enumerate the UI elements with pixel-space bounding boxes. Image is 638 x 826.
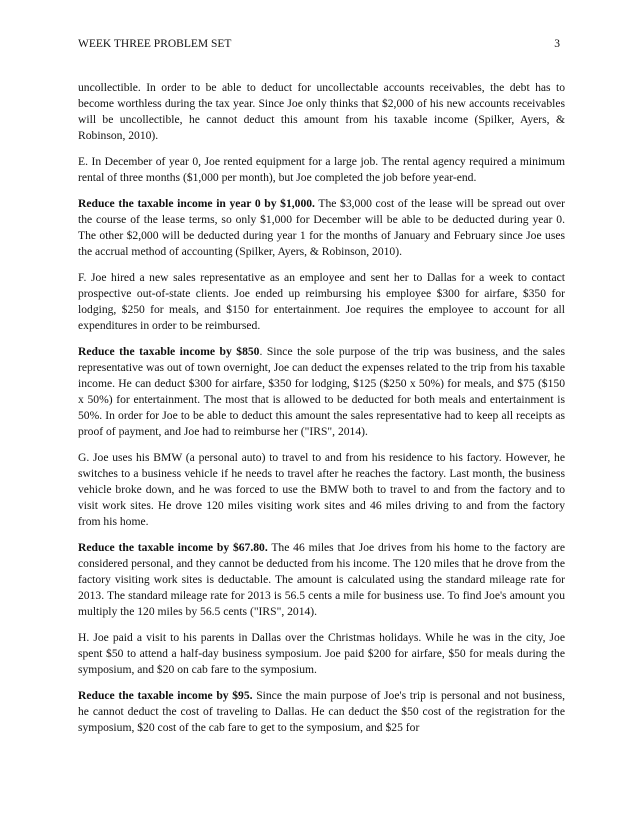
answer-lead: Reduce the taxable income by $67.80. <box>78 541 268 554</box>
paragraph-answer-e: Reduce the taxable income in year 0 by $1,000. The $3,000 cost of the lease will be spread out over the course of the lease terms, so only $1,000 for December will be able to be deducted during year 0. The other $2,000 will be deducted during year 1 for the months of January and February since Joe uses the accrual method of accounting (Spilker, Ayers, & Robinson, 2010). <box>78 197 565 258</box>
paragraph-item-e: E. In December of year 0, Joe rented equipment for a large job. The rental agency required a minimum rental of three months ($1,000 per month), but Joe completed the job before year-end. <box>78 155 565 184</box>
answer-lead: Reduce the taxable income by $850 <box>78 345 260 358</box>
page-number: 3 <box>554 38 560 50</box>
paragraph-continuation: uncollectible. In order to be able to deduct for uncollectable accounts receivables, the debt has to become worthless during the tax year. Since Joe only thinks that $2,000 of his new accounts receivables will be uncollectible, he cannot deduct this amount from his taxable income (Spilker, Ayers, & Robinson, 2010). <box>78 81 565 142</box>
paragraph-answer-h: Reduce the taxable income by $95. Since the main purpose of Joe's trip is personal and not business, he cannot deduct the cost of traveling to Dallas. He can deduct the $50 cost of the registration for the symposium, $20 cost of the cab fare to get to the symposium, and $25 for <box>78 689 565 734</box>
paragraph-item-h: H. Joe paid a visit to his parents in Dallas over the Christmas holidays. While he was in the city, Joe spent $50 to attend a half-day business symposium. Joe paid $200 for airfare, $50 for meals during the symposium, and $20 on cab fare to the symposium. <box>78 631 565 676</box>
paragraph-answer-g: Reduce the taxable income by $67.80. The 46 miles that Joe drives from his home to the factory are considered personal, and they cannot be deducted from his income. The 120 miles that he drove from the factory visiting work sites is deductable. The amount is calculated using the standard mileage rate for 2013. The standard mileage rate for 2013 is 56.5 cents a mile for business use. To find Joe's amount you multiply the 120 miles by 56.5 cents ("IRS", 2014). <box>78 541 565 618</box>
running-head: WEEK THREE PROBLEM SET <box>78 38 232 50</box>
page-header <box>78 38 560 50</box>
answer-lead: Reduce the taxable income by $95. <box>78 689 253 702</box>
paragraph-answer-f: Reduce the taxable income by $850. Since the sole purpose of the trip was business, and the sales representative was out of town overnight, Joe can deduct the expenses related to the trip from his taxable income. He can deduct $300 for airfare, $350 for lodging, $125 ($250 x 50%) for meals, and $75 ($150 x 50%) for entertainment. The most that is allowed to be deducted for both meals and entertainment is 50%. In order for Joe to be able to deduct this amount the sales representative had to keep all receipts as proof of payment, and Joe had to reimburse her ("IRS", 2014). <box>78 345 565 438</box>
paragraph-item-g: G. Joe uses his BMW (a personal auto) to travel to and from his residence to his factory. However, he switches to a business vehicle if he needs to travel after he reaches the factory. Last month, the business vehicle broke down, and he was forced to use the BMW both to travel to and from the factory and to visit work sites. He drove 120 miles visiting work sites and 46 miles driving to and from the factory from his home. <box>78 451 565 528</box>
body-text <box>78 80 565 746</box>
answer-lead: Reduce the taxable income in year 0 by $1,000. <box>78 197 315 210</box>
paragraph-item-f: F. Joe hired a new sales representative as an employee and sent her to Dallas for a week to contact prospective out-of-state clients. Joe ended up reimbursing his employee $300 for airfare, $350 for lodging, $250 for meals, and $150 for entertainment. Joe requires the employee to account for all expenditures in order to be reimbursed. <box>78 271 565 332</box>
